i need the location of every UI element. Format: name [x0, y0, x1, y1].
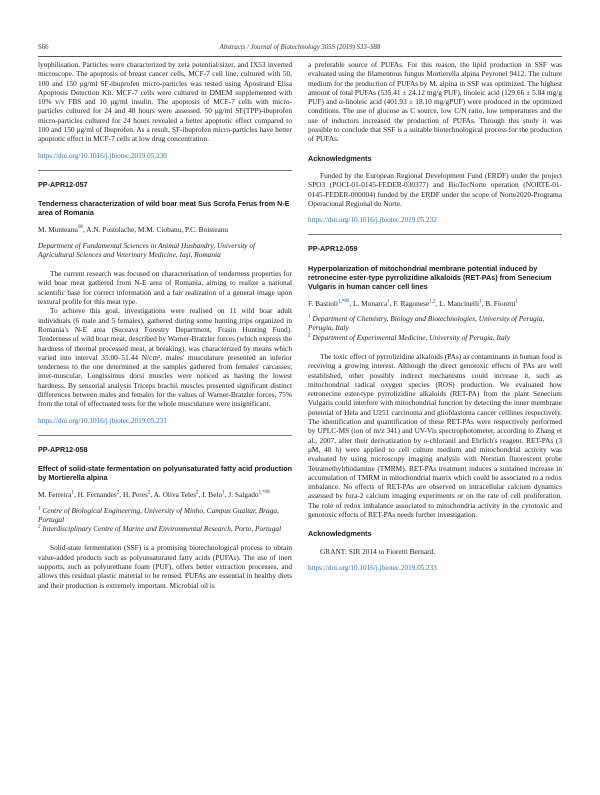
- abstract-title: Tenderness characterization of wild boar meat Sus Scrofa Ferus from N-E area of Romania: [38, 199, 290, 218]
- abstract-paragraph: The current research was focused on characterisation of tenderness properties for wild boar meat gathered from N-E area of Romania, aiming to realize a national scientific base for correct information and a fair realization of a general image upon textural profile for this meat type.: [38, 269, 292, 307]
- continued-abstract-text: a preferable source of PUFAs. For this reason, the lipid production in SSF was evaluated using the filamentous fungus Mortierella alpina Peyronel 9412. The culture medium for the production of PUFAs by M. alpina in SSF was optimized. The highest amount of total PUFAs (535.41 ± 24.12 mg/g PUF), linoleic acid (129.66 ± 5.84 mg/g PUF) and α-linoleic acid (401.93 ± 18.10 mg/gPUF) were produced in the optimized conditions. The use of glucose as C source, low C/N ratio, low temperatures and the use of inductors increased the production of PUFAs. Through this study it was possible to conclude that SSF is a suitable biotechnological process for the production of PUFAs.: [308, 60, 562, 144]
- abstract-059: [308, 244, 562, 573]
- abstract-authors: F. Bastioli$^{1,*✉}$, L. Monarca$^1$, F. Ragonese$^{1,2}$, L. Mancinelli$^1$, B. Fioretti$^1$: [308, 298, 518, 308]
- abstract-code: PP-APR12-057: [38, 179, 88, 189]
- abstract-paragraph: The toxic effect of pyrrolizidine alkaloids (PAs) as contaminants in human food is receiving a growing interest. Although the direct genotoxic effects of PAs are well established, other possibly indirect mechanisms could increase it, such as mitochondrial radical oxygen species (ROS) production. We evaluated how retronecine ester-type pyrrolizidine alkaloids (RET-PA) from the plant Senecium Vulgaris could interfere with mitochondrial function by detecting the inner membrane potential of Hela and U251 carcinoma and glioblastoma cancer celllines respectively. The identification and quantification of these RET-PAs were respectively performed by UPLC-MS (ion of m/z 341) and UV-Vis spectrophotometer, according to Zhang et al., 2007, after their derivatization by o-chloranil and Ehrlich's reagent. RET-PAs (3 μM, 48 h) were applied to cell culture medium and mitochondrial activity was evaluated by using microscopy imaging analysis with Nerstian fluorescent probe Tetramethylrhodamine (TMRM). RET-PAs treatment induces a sustained increase in accumulation of TMRM in mitochondrial matrix which could be associated to a redox imbalance. No effects of RET-PAs are observed on intracellular calcium dynamics assessed by fura-2 calcium imaging experiments or on the rate of cell proliferation. The role of redox imbalance associated to mitochondria activity in the cytotoxic and genotoxic effects of RET-PAs needs further investigation.: [308, 351, 562, 519]
- doi-link-230[interactable]: https://doi.org/10.1016/j.jbiotec.2019.05.230: [38, 151, 167, 160]
- abstract-affiliation: Department of Fundamental Sciences in Animal Husbandry, University of Agricultural Sciences and Veterinary Medicine, Iaşi, Romania: [38, 240, 256, 259]
- abstract-affiliations: $^1$ Centre of Biological Engineering, University of Minho, Campus Gualtar, Braga, Portugal $^2$ Interdisciplinary Centre of Marine and Environmental Research, Porto, Portugal: [38, 505, 282, 534]
- abstract-code: PP-APR12-059: [308, 244, 358, 254]
- email-icon[interactable]: ✉: [344, 298, 350, 305]
- acknowledgments-text: GRANT: SIR 2014 to Fioretti Bernard.: [320, 546, 436, 556]
- abstract-paragraph: Solid-state fermentation (SSF) is a promising biotechnological process to obtain value-added products such as polyunsaturated fatty acids (PUFAs). The use of inert supports, such as polyurethane foam (PUF), offers better extraction processes, and allows this residual plastic material to be reused. PUFAs are essential in healthy diets and their production is extremely important. Microbial oil is: [38, 543, 292, 590]
- abstract-title: Effect of solid-state fermentation on polyunsaturated fatty acid production by Mortierella alpina: [38, 464, 292, 483]
- doi-link-232[interactable]: https://doi.org/10.1016/j.jbiotec.2019.05.232: [308, 216, 437, 225]
- journal-title: Abstracts / Journal of Biotechnology 305S (2019) S33–S88: [219, 44, 381, 51]
- page-number: S66: [38, 44, 49, 51]
- right-column: [308, 60, 562, 573]
- abstract-paragraph: To achieve this goal, investigations were realised on 11 wild boar adult individuals (6 male and 5 females), gathered during some hunting trips organized in Romania's N-E area (Suceava Forestry Department, Frasin Hunting Fund). Tenderness of wild boar meat, described by Warner-Bratzler forces (which express the hardness of thermal processed meat, at breaking), was characterized by means which varied into interval 35.00–51.44 N/cm², males' musculature presented an inferior tenderness to the one determined at the samples gathered from females' carcasses; inter-muscular, Longissimus dorsi muscles were noticed as having the lowest hardness. By sensorial analysis Triceps brachii muscles presented significant distinct differences between males and females for the values of Warner-Bratzler forces, 75% from the total of effectuated tests for the whole musculature were insignificant.: [38, 306, 292, 409]
- separator: [308, 234, 562, 235]
- abstract-affiliations: $^1$ Department of Chemistry, Biology and Biotechnologies, University of Perugia, Perugia, Italy $^2$ Department of Experimental Medicine, University of Perugia, Italy: [308, 314, 545, 342]
- abstract-authors: M. Ferreira$^1$, H. Fernandes$^2$, H. Peres$^2$, A. Oliva Teles$^2$, I. Belo$^1$, J. Salgado$^{1,*✉}$: [38, 489, 270, 500]
- abstract-code: PP-APR12-058: [38, 444, 88, 454]
- abstract-058: [38, 445, 292, 590]
- acknowledgments-heading: Acknowledgments: [308, 529, 372, 539]
- abstract-057: [38, 180, 292, 426]
- header-rule: [38, 56, 562, 57]
- acknowledgments-text: Funded by the European Regional Development Fund (ERDF) under the project SPO3 (POCI-01-0145-FEDER-030377) and BioTecNorte operation (NORTE-01-0145-FEDER-000004) funded by the ERDF under the scope of Norte2020-Programa Operacional Regional do Norte.: [308, 170, 562, 208]
- abstract-authors: M. Munteanu✉, A.N. Postolache, M.M. Ciobanu, P.C. Boisteanu: [38, 224, 229, 235]
- email-icon[interactable]: ✉: [264, 489, 270, 496]
- doi-link-233[interactable]: https://doi.org/10.1016/j.jbiotec.2019.05.233: [308, 563, 437, 572]
- running-head: [38, 44, 562, 56]
- doi-link-231[interactable]: https://doi.org/10.1016/j.jbiotec.2019.05.231: [38, 416, 167, 425]
- separator: [38, 435, 292, 436]
- continued-abstract-text: lyophilisation. Particles were characterized by zeta potential/sizer, and IX53 inverted microscope. The apoptosis of breast cancer cells, MCF-7 cell line, cultured with 50, 100 and 150 μg/ml SF-ibuprofen micro-particles was tested using Apostrand Elisa Apoptosis Detection Kit. MCF-7 cells were cultured in DMEM supplemented with 10% v/v FBS and 10 μg/ml insulin. The apoptosis of MCF-7 cells with micro-particles cultured for 24 and 48 hours were assessed. 50 μg/ml SF(TPP)-ibuprofen micro-particles cultured for 24 hours revealed a better apoptotic effect compared to 100 and 150 μg/ml of Ibuprofen. As a result, SF-ibuprofen micro-particles have better apoptotic effect in MCF-7 cells at low drug concentration.: [38, 60, 292, 144]
- email-icon[interactable]: ✉: [77, 224, 84, 231]
- separator: [38, 170, 292, 171]
- abstract-title: Hyperpolarization of mitochondrial membrane potential induced by retronecine ester-type pyrrolizidine alkaloids (RET-PAs) from Senecium Vulgaris in human cancer cell lines: [308, 263, 552, 291]
- left-column: [38, 60, 292, 590]
- acknowledgments-heading: Acknowledgments: [308, 153, 372, 163]
